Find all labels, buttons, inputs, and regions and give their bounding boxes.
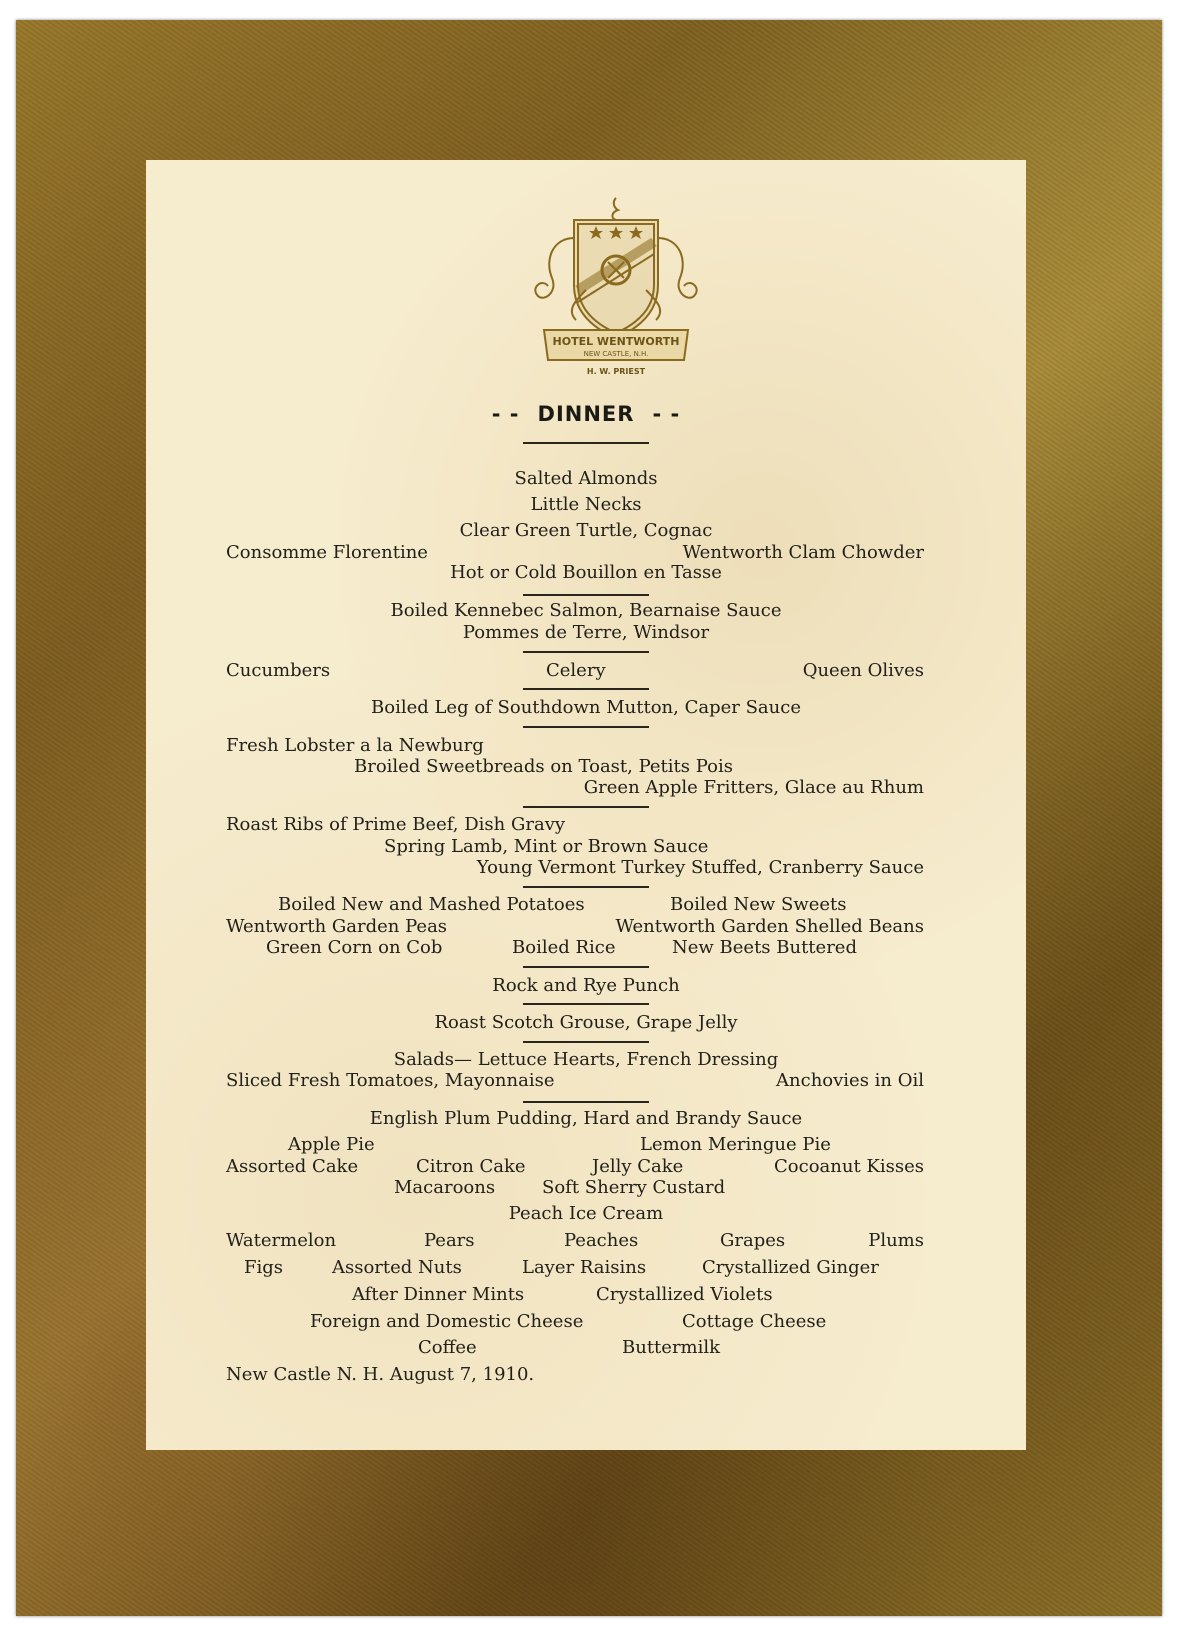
- menu-item: Macaroons: [394, 1177, 496, 1198]
- menu-item: Salted Almonds: [514, 468, 658, 489]
- menu-item: Citron Cake: [416, 1156, 526, 1177]
- section-divider: [523, 442, 649, 444]
- menu-item: Roast Ribs of Prime Beef, Dish Gravy: [226, 814, 566, 835]
- menu-item: Peach Ice Cream: [508, 1203, 664, 1224]
- menu-item: Pommes de Terre, Windsor: [462, 622, 710, 643]
- section-divider: [523, 1101, 649, 1103]
- section-divider: [523, 726, 649, 728]
- menu-item: Grapes: [720, 1230, 786, 1251]
- menu-item: Jelly Cake: [592, 1156, 684, 1177]
- menu-item: After Dinner Mints: [352, 1284, 525, 1305]
- menu-item: Plums: [868, 1230, 924, 1251]
- menu-item: Salads— Lettuce Hearts, French Dressing: [393, 1049, 779, 1070]
- menu-item: Boiled Leg of Southdown Mutton, Caper Sauce: [371, 697, 801, 718]
- menu-line: [146, 562, 1026, 584]
- section-divider: [523, 651, 649, 653]
- menu-item: Foreign and Domestic Cheese: [310, 1311, 584, 1332]
- section-divider: [523, 806, 649, 808]
- menu-item: Wentworth Clam Chowder: [682, 542, 924, 563]
- menu-cover: [16, 20, 1162, 1616]
- dateline: New Castle N. H. August 7, 1910.: [226, 1364, 535, 1385]
- menu-card: [146, 160, 1026, 1450]
- menu-item: Cottage Cheese: [682, 1311, 827, 1332]
- title-dash-right: - -: [652, 402, 681, 426]
- menu-line: [146, 520, 1026, 542]
- menu-item: Boiled New Sweets: [670, 894, 847, 915]
- menu-item: Boiled New and Mashed Potatoes: [278, 894, 585, 915]
- menu-item: Consomme Florentine: [226, 542, 428, 563]
- menu-item: Anchovies in Oil: [776, 1070, 924, 1091]
- menu-item: Crystallized Violets: [596, 1284, 773, 1305]
- menu-item: Fresh Lobster a la Newburg: [226, 735, 484, 756]
- menu-item: Little Necks: [530, 494, 642, 515]
- menu-item: Rock and Rye Punch: [492, 975, 680, 996]
- menu-item: Roast Scotch Grouse, Grape Jelly: [434, 1012, 738, 1033]
- menu-line: [146, 1012, 1026, 1034]
- menu-item: Watermelon: [226, 1230, 337, 1251]
- menu-item: Green Apple Fritters, Glace au Rhum: [583, 777, 924, 798]
- menu-item: Sliced Fresh Tomatoes, Mayonnaise: [226, 1070, 555, 1091]
- section-divider: [523, 1003, 649, 1005]
- crest-hotel-location: NEW CASTLE, N.H.: [583, 350, 649, 358]
- menu-item: Assorted Cake: [226, 1156, 359, 1177]
- section-divider: [523, 1041, 649, 1043]
- menu-item: Coffee: [418, 1337, 477, 1358]
- menu-item: Boiled Rice: [512, 937, 616, 958]
- menu-item: Wentworth Garden Peas: [226, 916, 448, 937]
- section-divider: [523, 886, 649, 888]
- menu-line: [146, 600, 1026, 622]
- section-divider: [523, 594, 649, 596]
- menu-line: [146, 494, 1026, 516]
- menu-item: Green Corn on Cob: [266, 937, 443, 958]
- menu-item: Celery: [546, 660, 606, 681]
- menu-title-text: DINNER: [537, 402, 635, 426]
- menu-item: Peaches: [564, 1230, 639, 1251]
- menu-item: Pears: [424, 1230, 475, 1251]
- menu-item: Queen Olives: [802, 660, 924, 681]
- hotel-crest-logo: [516, 190, 716, 380]
- menu-line: [146, 468, 1026, 490]
- crest-hotel-name: HOTEL WENTWORTH: [552, 335, 680, 348]
- menu-item: Soft Sherry Custard: [542, 1177, 726, 1198]
- menu-item: Apple Pie: [288, 1134, 375, 1155]
- menu-item: Cocoanut Kisses: [774, 1156, 924, 1177]
- menu-line: [146, 975, 1026, 997]
- menu-item: Layer Raisins: [522, 1257, 647, 1278]
- menu-line: [146, 1108, 1026, 1130]
- menu-item: Figs: [244, 1257, 284, 1278]
- menu-item: Spring Lamb, Mint or Brown Sauce: [384, 836, 709, 857]
- menu-item: Assorted Nuts: [332, 1257, 462, 1278]
- menu-item: New Beets Buttered: [672, 937, 857, 958]
- menu-title: [146, 402, 1026, 426]
- menu-line: [146, 1203, 1026, 1225]
- menu-item: English Plum Pudding, Hard and Brandy Sauce: [369, 1108, 803, 1129]
- menu-line: [146, 1049, 1026, 1071]
- menu-line: [146, 622, 1026, 644]
- menu-item: Crystallized Ginger: [702, 1257, 879, 1278]
- section-divider: [523, 966, 649, 968]
- menu-item: Broiled Sweetbreads on Toast, Petits Pois: [354, 756, 733, 777]
- menu-line: [146, 697, 1026, 719]
- menu-item: Clear Green Turtle, Cognac: [459, 520, 713, 541]
- menu-item: Boiled Kennebec Salmon, Bearnaise Sauce: [390, 600, 782, 621]
- crest-proprietor: H. W. PRIEST: [586, 367, 646, 376]
- title-dash-left: - -: [491, 402, 520, 426]
- menu-item: Buttermilk: [622, 1337, 721, 1358]
- section-divider: [523, 688, 649, 690]
- menu-item: Young Vermont Turkey Stuffed, Cranberry Sauce: [476, 857, 924, 878]
- menu-item: Cucumbers: [226, 660, 331, 681]
- menu-item: Lemon Meringue Pie: [640, 1134, 831, 1155]
- menu-item: Wentworth Garden Shelled Beans: [615, 916, 924, 937]
- menu-item: Hot or Cold Bouillon en Tasse: [450, 562, 722, 583]
